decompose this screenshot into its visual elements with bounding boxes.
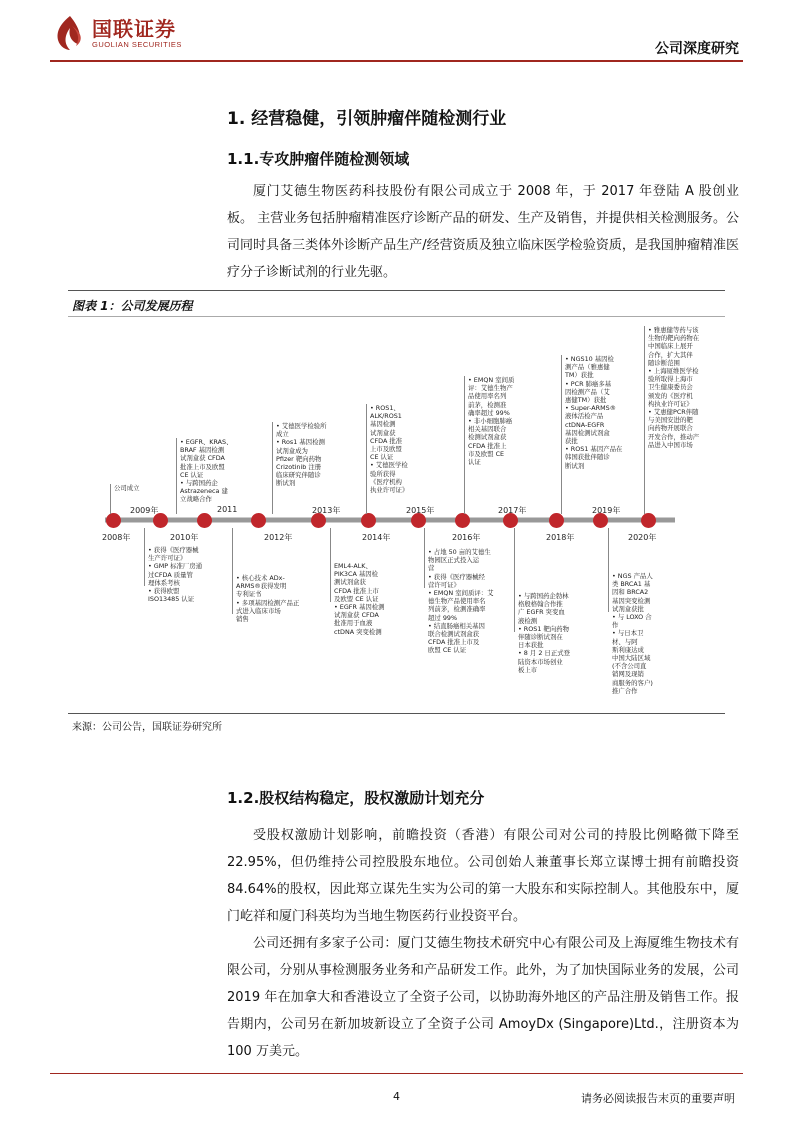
section-1-2-paragraph-1: 受股权激励计划影响，前瞻投资（香港）有限公司对公司的持股比例略微下降至 22.95%，但仍维持公司控股股东地位。公司创始人兼董事长郑立谋博士拥有前瞻投资 84.64%的股权，因此郑立谋先生实为公司的第一大股东和实际控制人。其他股东中，厦门屹祥和厦门科英均为当地生物医药行业投资平台。 xyxy=(227,828,739,924)
timeline-event-top: • ROS1、 ALK/ROS1 基因检测 试剂盒获 CFDA 批准 上市及欧盟 CE 认证 • 艾德医学检 验所获得 《医疗机构 执业许可证》 xyxy=(370,404,409,495)
timeline-connector xyxy=(644,326,645,514)
timeline-node xyxy=(106,513,121,528)
timeline-connector xyxy=(464,376,465,514)
timeline-year-label: 2019年 xyxy=(592,506,621,515)
figure-title-rule xyxy=(68,316,725,317)
timeline-event-bottom: • 核心技术 ADx- ARMS®获得发明 专利证书 • 多项基因检测产品正 式进入临床市场 销售 xyxy=(236,574,300,624)
timeline-event-bottom: EML4-ALK、 PIK3CA 基因检 测试剂盒获 CFDA 批准上市 及欧盟 CE 认证 • EGFR 基因检测 试剂盒获 CFDA 批准用于血液 ctDNA 突变检测 xyxy=(334,562,385,636)
page-number: 4 xyxy=(393,1090,400,1103)
timeline-connector xyxy=(144,528,145,586)
timeline-node xyxy=(197,513,212,528)
figure-title: 图表 1：公司发展历程 xyxy=(72,299,193,313)
timeline-year-label: 2013年 xyxy=(312,506,341,515)
figure-top-rule xyxy=(68,290,725,291)
timeline-connector xyxy=(272,422,273,514)
timeline-node xyxy=(455,513,470,528)
timeline-node xyxy=(251,513,266,528)
timeline-year-label: 2008年 xyxy=(102,533,131,542)
timeline-year-label: 2017年 xyxy=(498,506,527,515)
logo-text-en: GUOLIAN SECURITIES xyxy=(92,39,182,49)
timeline-connector xyxy=(366,404,367,514)
timeline-event-top: • EMQN 室间质 评：艾德生物产 品使用率名列 前茅，检测准 确率超过 99% • 非小细胞肺癌 相关基因联合 检测试剂盒获 CFDA 批准上 市及欧盟 CE 认证 xyxy=(468,376,515,467)
timeline-event-top: • NGS10 基因检 测产品（雅惠健 TM）获批 • PCR 肺癌多基 因检测产品（艾 惠健TM）获批 • Super-ARMS® 液体活检产品 ctDNA-EGFR 基因检测试剂盒 获批 • ROS1 基因产品在 韩国获批伴随诊 断试剂 xyxy=(565,355,623,470)
timeline-year-label: 2009年 xyxy=(130,506,159,515)
timeline-event-top: • EGFR、KRAS、 BRAF 基因检测 试剂盒获 CFDA 批准上市及欧盟 CE 认证 • 与跨国药企 Astrazeneca 建 立战略合作 xyxy=(180,438,233,504)
section-1-2-paragraph-2: 公司还拥有多家子公司：厦门艾德生物技术研究中心有限公司及上海厦维生物技术有限公司，分别从事检测服务业务和产品研发工作。此外，为了加快国际业务的发展，公司 2019 年在加拿大和香港设立了全资子公司，以协助海外地区的产品注册及销售工作。报告期内，公司另在新加坡新设立了全资子公司 AmoyDx (Singapore)Ltd.，注册资本为 100 万美元。 xyxy=(227,936,739,1059)
timeline-event-bottom: • 与跨国药企勃林 格殷格翰合作推 广 EGFR 突变血 液检测 • ROS1 靶向药物 伴随诊断试剂在 日本获批 • 8 月 2 日正式登 陆资本市场创业 板上市 xyxy=(518,592,570,674)
section-1-2-heading: 1.2.股权结构稳定，股权激励计划充分 xyxy=(227,789,485,807)
timeline-year-label: 2012年 xyxy=(264,533,293,542)
timeline-node xyxy=(361,513,376,528)
timeline-connector xyxy=(330,528,331,602)
timeline-year-label: 2014年 xyxy=(362,533,391,542)
timeline-node xyxy=(641,513,656,528)
logo-text-cn: 国联证券 xyxy=(92,16,176,41)
figure-source: 来源：公司公告，国联证券研究所 xyxy=(72,722,222,733)
header-divider xyxy=(50,60,743,62)
timeline-connector xyxy=(110,484,111,514)
report-type-label: 公司深度研究 xyxy=(655,41,739,57)
timeline-node xyxy=(549,513,564,528)
logo-flame-icon xyxy=(52,14,88,52)
company-logo xyxy=(52,14,182,52)
timeline-connector xyxy=(424,528,425,588)
timeline-connector xyxy=(232,528,233,614)
section-1-1-paragraph: 厦门艾德生物医药科技股份有限公司成立于 2008 年，于 2017 年登陆 A 股创业板。 主营业务包括肿瘤精准医疗诊断产品的研发、生产及销售，并提供相关检测服务。公司同时具备三类体外诊断产品生产/经营资质及独立临床医学检验资质，是我国肿瘤精准医疗分子诊断试剂的行业先驱。 xyxy=(227,184,739,280)
timeline-event-top: • 雅惠健等药与该 生物的靶向药物在 中国临床上展开 合作，扩大其伴 随诊断范围 • 上海厦维医学检 验所取得上海市 卫生健康委员会 颁发的《医疗机 构执业许可证》 • 艾惠健PCR伴随 与美国安进的靶 向药物开展联合 开发合作，推动产 品进入中国市场 xyxy=(648,326,700,449)
timeline-year-label: 2016年 xyxy=(452,533,481,542)
timeline-year-label: 2018年 xyxy=(546,533,575,542)
footer-divider xyxy=(50,1073,743,1074)
timeline-event-top: 公司成立 xyxy=(114,484,140,492)
timeline-connector xyxy=(176,438,177,514)
timeline-event-bottom: • 获得《医疗器械 生产许可证》 • GMP 标准厂房通 过CFDA 质量管 理体系考核 • 获得欧盟 ISO13485 认证 xyxy=(148,546,203,604)
timeline-year-label: 2020年 xyxy=(628,533,657,542)
figure-bottom-rule xyxy=(68,713,725,714)
timeline-year-label: 2011 xyxy=(217,505,238,514)
timeline-event-bottom: • 占地 50 亩的艾德生 物园区正式投入运 营 • 获得《医疗器械经 营许可证》 • EMQN 室间质评：艾 德生物产品使用率名 列前茅，检测准确率 超过 99% • 结直肠癌相关基因 联合检测试剂盒获 CFDA 批准上市及 欧盟 CE 认证 xyxy=(428,548,494,655)
timeline-event-top: • 艾德医学检验所 成立 • Ros1 基因检测 试剂盒成为 Pfizer 靶向药物 Crizotinib 注册 临床研究伴随诊 断试剂 xyxy=(276,422,327,488)
timeline-connector xyxy=(561,355,562,514)
section-1-1-heading: 1.1.专攻肿瘤伴随检测领域 xyxy=(227,150,410,168)
timeline-event-bottom: • NGS 产品人 类 BRCA1 基 因和 BRCA2 基因突变检测 试剂盒获批 • 与 LOXO 合 作 • 与日本卫 材、与阿 斯利康达成 中国大陆区域 (不含公司直 销网及现销 商服务的客户) 推广合作 xyxy=(612,572,653,695)
footer-disclaimer: 请务必阅读报告末页的重要声明 xyxy=(581,1092,735,1105)
timeline-connector xyxy=(608,528,609,612)
timeline-year-label: 2015年 xyxy=(406,506,435,515)
timeline-connector xyxy=(514,528,515,632)
timeline-year-label: 2010年 xyxy=(170,533,199,542)
section-1-heading: 1. 经营稳健，引领肿瘤伴随检测行业 xyxy=(227,109,507,129)
